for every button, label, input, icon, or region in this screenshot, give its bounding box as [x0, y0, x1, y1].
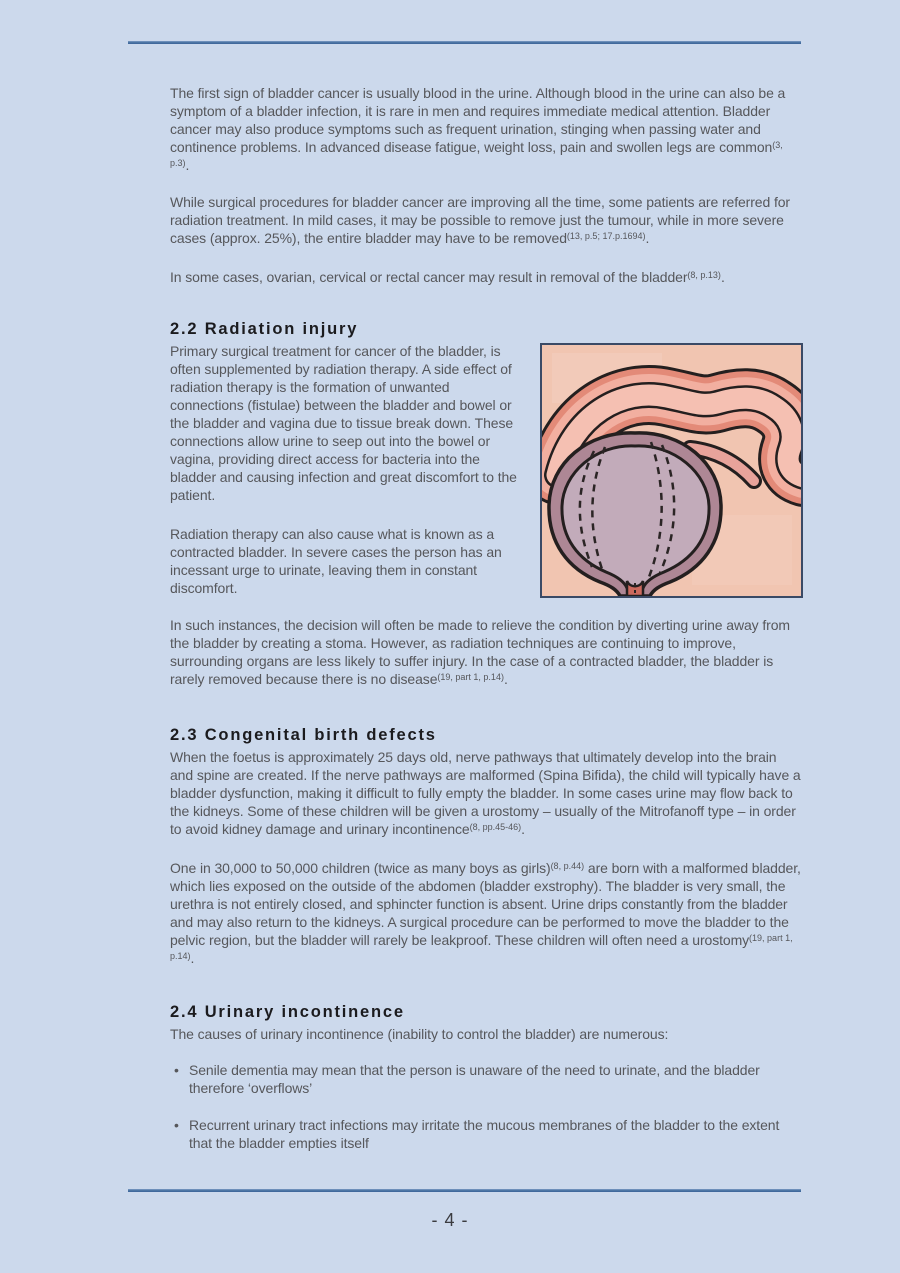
congenital-paragraph-2: One in 30,000 to 50,000 children (twice as many boys as girls)$^{(8, p.44)}$ are born with a malformed bladder, which lies exposed on the outside of the abdomen (bladder exstrophy). The bladder is very small, the urethra is not entirely closed, and sphincter function is absent. Urine drips constantly from the bladder and may also return to the kidneys. A surgical procedure can be performed to move the bladder to the pelvic region, but the bladder will rarely be leakproof. These children will often need a urostomy$^{(19, part 1, p.14)}$. — [170, 860, 801, 966]
page-content — [170, 84, 803, 1152]
header-rule — [128, 41, 801, 44]
section-heading-radiation-injury: 2.2 Radiation injury — [170, 320, 359, 338]
intro-paragraph-1: The first sign of bladder cancer is usually blood in the urine. Although blood in the urine can also be a symptom of a bladder infection, it is rare in men and requires immediate medical attention. Bladder cancer may also produce symptoms such as frequent urination, stinging when passing water and continence problems. In advanced disease fatigue, weight loss, pain and swollen legs are common$^{(3, p.3)}$. — [170, 85, 786, 173]
section-urinary-incontinence — [170, 1002, 803, 1152]
bladder-fistula-drawing-svg — [542, 345, 801, 596]
incontinence-intro: The causes of urinary incontinence (inability to control the bladder) are numerous: — [170, 1026, 669, 1042]
incontinence-cause-list — [170, 1061, 803, 1152]
radiation-paragraph-3: In such instances, the decision will often be made to relieve the condition by diverting urine away from the bladder by creating a stoma. However, as radiation techniques are continuing to improve, surrounding organs are less likely to suffer injury. In the case of a contracted bladder, the bladder is rarely removed because there is no disease$^{(19, part 1, p.14)}$. — [170, 617, 790, 687]
intro-paragraph-2: While surgical procedures for bladder cancer are improving all the time, some patients are referred for radiation treatment. In mild cases, it may be possible to remove just the tumour, while in more severe cases (approx. 25%), the entire bladder may have to be removed$^{(13, p.5; 17.p.1694)}$. — [170, 194, 790, 246]
congenital-paragraph-1: When the foetus is approximately 25 days old, nerve pathways that ultimately develop into the brain and spine are created. If the nerve pathways are malformed (Spina Bifida), the child will typically have a bladder dysfunction, making it difficult to fully empty the bladder. In some cases urine may flow back to the kidneys. Some of these children will be given a urostomy – usually of the Mitrofanoff type – in order to avoid kidney damage and urinary incontinence$^{(8, pp.45-46)}$. — [170, 749, 801, 837]
section-congenital-birth-defects — [170, 725, 803, 967]
section-heading-urinary-incontinence: 2.4 Urinary incontinence — [170, 1003, 405, 1021]
radiation-paragraph-1: Primary surgical treatment for cancer of the bladder, is often supplemented by radiation therapy. A side effect of radiation therapy is the formation of unwanted connections (fistulae) between the bladder and bowel or the bladder and vagina due to tissue break down. These connections allow urine to seep out into the bowel or vagina, providing direct access for bacteria into the bladder and causing infection and great discomfort to the patient. — [170, 343, 517, 503]
radiation-paragraph-2: Radiation therapy can also cause what is known as a contracted bladder. In severe cases the person has an incessant urge to urinate, leaving them in constant discomfort. — [170, 526, 502, 596]
list-item-recurrent-infections: • Recurrent urinary tract infections may irritate the mucous membranes of the bladder to the extent that the bladder empties itself — [170, 1116, 803, 1152]
urethra — [627, 581, 643, 596]
section-radiation-injury — [170, 319, 803, 688]
section-heading-congenital-birth-defects: 2.3 Congenital birth defects — [170, 726, 437, 744]
footer-rule — [128, 1189, 801, 1192]
intro-paragraph-3: In some cases, ovarian, cervical or rectal cancer may result in removal of the bladder$^{(8, p.13)}$. — [170, 269, 725, 285]
page-number: - 4 - — [431, 1210, 469, 1230]
bladder-bowel-fistula-illustration — [540, 343, 803, 598]
list-item-senile-dementia: • Senile dementia may mean that the person is unaware of the need to urinate, and the bladder therefore ‘overflows’ — [170, 1061, 803, 1097]
